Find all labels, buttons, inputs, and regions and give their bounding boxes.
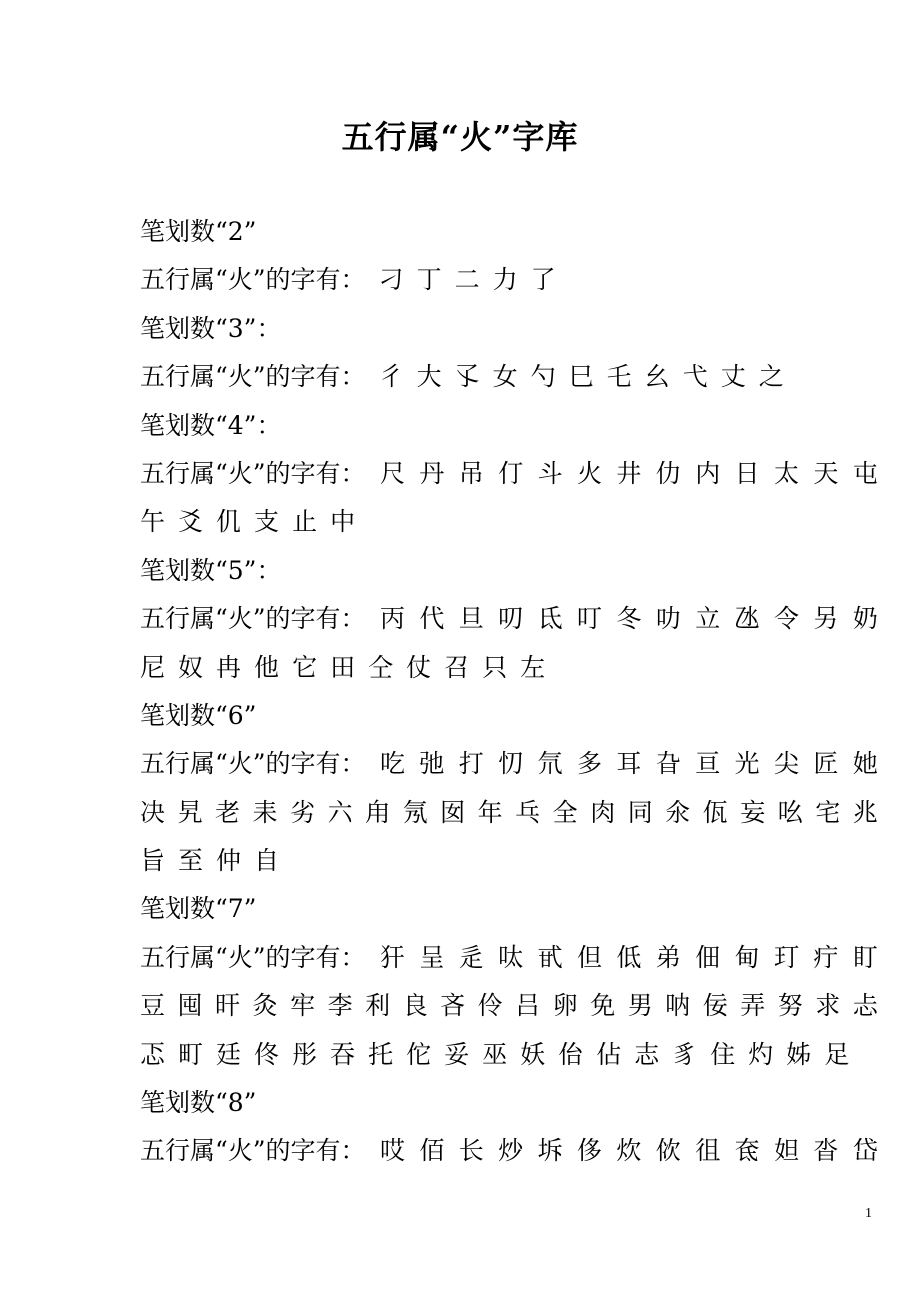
character: 只: [482, 652, 508, 682]
stroke-count-heading: 笔划数“5”：: [140, 555, 282, 585]
character: 叻: [655, 604, 681, 634]
character: 努: [777, 991, 803, 1021]
stroke-count-heading: 笔划数“6”: [140, 700, 257, 730]
character: 劣: [290, 797, 316, 827]
character: 巳: [568, 362, 594, 392]
character: 宅: [815, 797, 841, 827]
character: 豸: [672, 1039, 698, 1069]
character: 灸: [252, 991, 278, 1021]
character: 旮: [655, 749, 681, 779]
character-line: [140, 450, 878, 498]
character: 辵: [458, 942, 484, 972]
character-line: [140, 498, 878, 546]
character: 免: [590, 991, 616, 1021]
character: 吃: [379, 749, 405, 779]
character: 氹: [734, 604, 760, 634]
character: 佔: [596, 1039, 622, 1069]
character: 斗: [537, 458, 563, 488]
character: 甪: [365, 797, 391, 827]
character: 佗: [406, 1039, 432, 1069]
character: 盯: [852, 942, 878, 972]
character: 勺: [530, 362, 556, 392]
character: 灼: [748, 1039, 774, 1069]
character: 孓: [454, 362, 480, 392]
character: 令: [774, 604, 800, 634]
character: 亘: [695, 749, 721, 779]
character: 她: [852, 749, 878, 779]
character: 同: [627, 797, 653, 827]
character: 妄: [740, 797, 766, 827]
character-line: [140, 982, 878, 1030]
character: 疔: [813, 942, 839, 972]
character: 囤: [177, 991, 203, 1021]
character: 它: [292, 652, 318, 682]
character: 匠: [813, 749, 839, 779]
character: 旦: [458, 604, 484, 634]
character: 求: [815, 991, 841, 1021]
character: 低: [616, 942, 642, 972]
character: 姊: [786, 1039, 812, 1069]
character: 町: [178, 1039, 204, 1069]
character: 尺: [379, 458, 405, 488]
character: 屯: [852, 458, 878, 488]
character: 忉: [498, 749, 524, 779]
character: 犴: [379, 942, 405, 972]
character-line: [140, 1127, 878, 1175]
character: 奴: [178, 652, 204, 682]
character: 代: [419, 604, 445, 634]
character: 彳: [378, 362, 404, 392]
page-number: 1: [865, 1206, 872, 1221]
character: 仲: [216, 846, 242, 876]
character: 冉: [216, 652, 242, 682]
character: 打: [458, 749, 484, 779]
character: 弋: [682, 362, 708, 392]
character-line: [140, 353, 878, 401]
fire-element-label: 五行属“火”的字有：: [140, 604, 366, 634]
character: 岱: [852, 1136, 878, 1166]
character: 托: [368, 1039, 394, 1069]
character: 丈: [720, 362, 746, 392]
character: 妲: [774, 1136, 800, 1166]
character: 全: [552, 797, 578, 827]
character: 氖: [402, 797, 428, 827]
character: 豆: [140, 991, 166, 1021]
character: 氽: [665, 797, 691, 827]
character: 氐: [537, 604, 563, 634]
fire-element-label: 五行属“火”的字有：: [140, 942, 366, 972]
character: 长: [458, 1136, 484, 1166]
character: 太: [774, 458, 800, 488]
character: 炊: [616, 1136, 642, 1166]
character: 女: [492, 362, 518, 392]
character: 住: [710, 1039, 736, 1069]
character: 叮: [576, 604, 602, 634]
character: 丁: [416, 265, 442, 295]
character: 忑: [140, 1039, 166, 1069]
character: 吆: [777, 797, 803, 827]
character: 井: [616, 458, 642, 488]
character: 忐: [852, 991, 878, 1021]
character: 中: [330, 507, 356, 537]
character: 吕: [515, 991, 541, 1021]
character: 妖: [520, 1039, 546, 1069]
character: 决: [140, 797, 166, 827]
character-line: [140, 934, 878, 982]
character: 光: [734, 749, 760, 779]
character: 幺: [644, 362, 670, 392]
character: 哎: [379, 1136, 405, 1166]
character: 妥: [444, 1039, 470, 1069]
character: 但: [576, 942, 602, 972]
character: 爻: [178, 507, 204, 537]
character: 佤: [702, 797, 728, 827]
character: 仝: [368, 652, 394, 682]
character: 佰: [419, 1136, 445, 1166]
fire-element-label: 五行属“火”的字有：: [140, 265, 366, 295]
character: 旰: [215, 991, 241, 1021]
character: 囡: [440, 797, 466, 827]
character: 自: [254, 846, 280, 876]
character: 六: [327, 797, 353, 827]
character: 多: [576, 749, 602, 779]
stroke-count-heading: 笔划数“2”: [140, 217, 257, 246]
character: 另: [813, 604, 839, 634]
character-line: [140, 256, 878, 304]
character: 玎: [774, 942, 800, 972]
character: 大: [416, 362, 442, 392]
character: 年: [477, 797, 503, 827]
character: 内: [695, 458, 721, 488]
character: 了: [530, 265, 556, 295]
character: 左: [520, 652, 546, 682]
character: 天: [813, 458, 839, 488]
character: 伶: [477, 991, 503, 1021]
character: 兆: [852, 797, 878, 827]
character: 仗: [406, 652, 432, 682]
fire-element-label: 五行属“火”的字有：: [140, 458, 366, 488]
character: 旨: [140, 846, 166, 876]
character: 刁: [378, 265, 404, 295]
character: 良: [402, 991, 428, 1021]
character: 之: [758, 362, 784, 392]
character: 侈: [576, 1136, 602, 1166]
character: 炒: [498, 1136, 524, 1166]
character: 他: [254, 652, 280, 682]
character: 弛: [419, 749, 445, 779]
character: 吊: [458, 458, 484, 488]
character: 男: [627, 991, 653, 1021]
character: 尼: [140, 652, 166, 682]
character: 老: [215, 797, 241, 827]
character: 召: [444, 652, 470, 682]
fire-element-label: 五行属“火”的字有：: [140, 749, 366, 779]
character: 二: [454, 265, 480, 295]
character: 呐: [665, 991, 691, 1021]
document-body: [140, 208, 878, 1176]
character: 沓: [813, 1136, 839, 1166]
character: 肉: [590, 797, 616, 827]
character: 午: [140, 507, 166, 537]
character-line: [140, 837, 878, 885]
character: 甸: [734, 942, 760, 972]
character: 氘: [537, 749, 563, 779]
character: 至: [178, 846, 204, 876]
character: 日: [734, 458, 760, 488]
character: 旯: [177, 797, 203, 827]
character: 巫: [482, 1039, 508, 1069]
character: 坼: [537, 1136, 563, 1166]
character: 卵: [552, 991, 578, 1021]
character: 立: [695, 604, 721, 634]
stroke-count-heading: 笔划数“7”: [140, 894, 257, 924]
character: 尖: [774, 749, 800, 779]
character: 佽: [655, 1136, 681, 1166]
stroke-count-heading: 笔划数“4”：: [140, 410, 282, 440]
character: 甙: [537, 942, 563, 972]
character-line: [140, 789, 878, 837]
character: 利: [365, 991, 391, 1021]
character: 佟: [254, 1039, 280, 1069]
character: 叨: [498, 604, 524, 634]
character: 仂: [655, 458, 681, 488]
character: 吞: [330, 1039, 356, 1069]
fire-element-label: 五行属“火”的字有：: [140, 362, 366, 392]
character: 彤: [292, 1039, 318, 1069]
character: 火: [576, 458, 602, 488]
character: 田: [330, 652, 356, 682]
character: 奃: [734, 1136, 760, 1166]
character: 佃: [695, 942, 721, 972]
character-line: [140, 595, 878, 643]
character: 牢: [290, 991, 316, 1021]
character: 志: [634, 1039, 660, 1069]
character: 仃: [498, 458, 524, 488]
character: 丙: [379, 604, 405, 634]
character: 呈: [419, 942, 445, 972]
page-title: 五行属“火”字库: [341, 118, 579, 156]
character: 乇: [606, 362, 632, 392]
character: 止: [292, 507, 318, 537]
character: 冬: [616, 604, 642, 634]
stroke-count-heading: 笔划数“8”: [140, 1088, 257, 1118]
character: 佞: [702, 991, 728, 1021]
character: 佁: [558, 1039, 584, 1069]
character-line: [140, 1031, 878, 1079]
character: 丹: [419, 458, 445, 488]
stroke-count-heading: 笔划数“3”：: [140, 313, 282, 343]
character: 弟: [655, 942, 681, 972]
character: 支: [254, 507, 280, 537]
character: 吝: [440, 991, 466, 1021]
character: 耒: [252, 797, 278, 827]
character-line: [140, 740, 878, 788]
character: 足: [824, 1039, 850, 1069]
fire-element-label: 五行属“火”的字有：: [140, 1136, 366, 1166]
character: 弄: [740, 991, 766, 1021]
character: 徂: [695, 1136, 721, 1166]
character: 奶: [852, 604, 878, 634]
character: 力: [492, 265, 518, 295]
character-line: [140, 644, 878, 692]
character: 乓: [515, 797, 541, 827]
character: 李: [327, 991, 353, 1021]
character: 呔: [498, 942, 524, 972]
character: 耳: [616, 749, 642, 779]
character: 廷: [216, 1039, 242, 1069]
character: 仉: [216, 507, 242, 537]
